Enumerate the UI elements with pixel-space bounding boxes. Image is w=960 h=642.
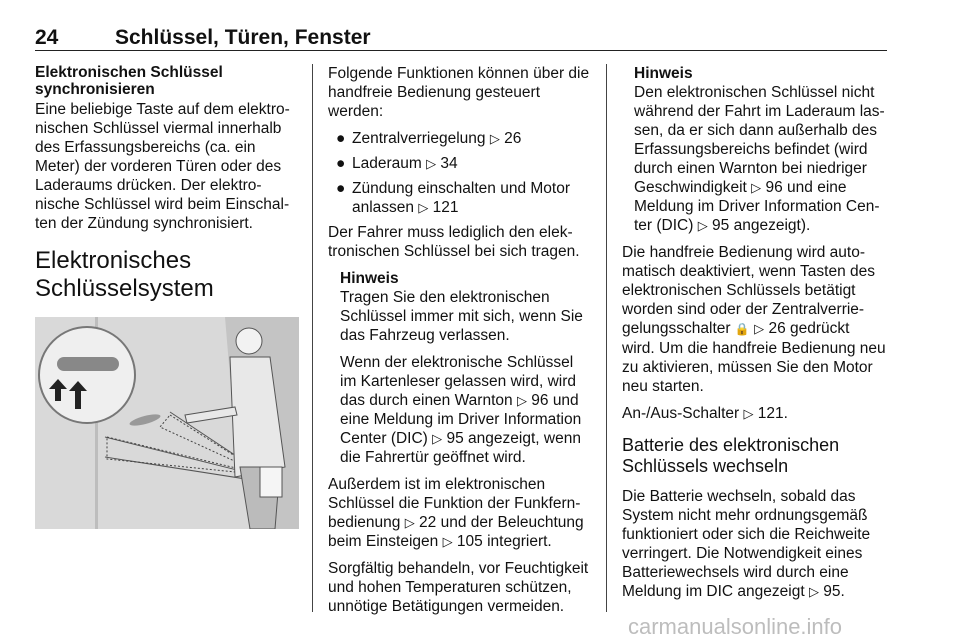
hint-title: Hinweis [634,65,693,82]
hint-title: Hinweis [340,270,399,287]
care-text: Sorgfältig behandeln, vor Feuchtigkeit und hohen Temperaturen schützen, unnötige Betätigungen vermeiden. [328,560,589,615]
page-ref-icon: ▷ [404,515,415,530]
deactivation-text: Die handfreie Bedienung wird automatisch deaktiviert, wenn Tasten des elektronischen Schlüssels betätigt worden sind oder der Zentralverriegelungsschalter 🔒 ▷ 26 gedrückt wird. Um die handfreie Bedienung neu zu aktivieren, müssen Sie den Motor neu starten. [622,244,886,395]
column-3 [622,64,886,609]
page-number: 24 [35,26,59,49]
column-divider-2 [606,64,607,612]
list-item: ● Laderaum ▷ 34 [336,155,458,172]
battery-heading: Batterie des elektronischen Schlüssels wechseln [622,435,840,476]
driver-text: Der Fahrer muss lediglich den elektronischen Schlüssel bei sich tragen. [328,224,580,260]
sync-heading: Elektronischen Schlüssel synchronisieren [35,64,223,98]
page-ref-icon: ▷ [489,131,500,146]
page-header [35,26,887,52]
also-text: Außerdem ist im elektronischen Schlüssel die Funktion der Funkfernbedienung ▷ 22 und der Beleuchtung beim Einsteigen ▷ 105 integriert. [328,476,584,550]
hint-text-2: Wenn der elektronische Schlüssel im Kartenleser gelassen wird, wird das durch einen Warnton ▷ 96 und eine Meldung im Driver Information Center (DIC) ▷ 95 angezeigt, wenn die Fahrertür geöffnet wird. [340,354,582,466]
list-item: ● Zündung einschalten und Motor anlassen ▷ 121 [336,180,571,216]
page-ref-icon: ▷ [442,534,453,549]
hint-text: Den elektronischen Schlüssel nicht während der Fahrt im Laderaum lassen, da er sich dann außerhalb des Erfassungsbereichs befindet (wird durch einen Warnton bei niedriger Geschwindigkeit ▷ 96 und eine Meldung im Driver Information Center (DIC) ▷ 95 angezeigt). [634,84,885,234]
page-ref-icon: ▷ [418,200,429,215]
functions-list [328,129,592,217]
page-ref-icon: ▷ [432,431,443,446]
lock-icon: 🔒 [734,322,750,336]
page-ref-icon: ▷ [743,406,754,421]
watermark: carmanualsonline.info [628,614,843,639]
column-1 [35,64,300,529]
column-divider-1 [312,64,313,612]
hint-text-1: Tragen Sie den elektronischen Schlüssel immer mit sich, wenn Sie das Fahrzeug verlassen. [340,289,583,344]
sync-text: Eine beliebige Taste auf dem elektronischen Schlüssel viermal innerhalb des Erfassungsbereichs (ca. ein Meter) der vorderen Türen oder des Laderaums drücken. Der elektronische Schlüssel wird beim Einschalten der Zündung synchronisiert. [35,101,290,232]
system-heading: Elektronisches Schlüsselsystem [35,247,214,302]
battery-text: Die Batterie wechseln, sobald das System nicht mehr ordnungsgemäß funktioniert oder sich die Reichweite verringert. Die Notwendigkeit eines Batteriewechsels wird durch eine Meldung im DIC angezeigt ▷ 95. [622,488,871,600]
page-ref-icon: ▷ [426,156,437,171]
chapter-title: Schlüssel, Türen, Fenster [115,26,371,49]
header-rule [35,50,887,51]
functions-intro: Folgende Funktionen können über die handfreie Bedienung gesteuert werden: [328,65,590,120]
list-item: ● Zentralverriegelung ▷ 26 [336,130,522,147]
hint-box [328,269,592,467]
page-ref-icon: ▷ [697,218,708,233]
page-ref-icon: ▷ [808,584,819,599]
key-illustration-graphic [35,317,299,529]
key-illustration [35,317,299,529]
page-ref-icon: ▷ [754,321,765,336]
switch-text: An-/Aus-Schalter ▷ 121. [622,405,788,422]
hint-box [622,64,886,235]
page-ref-icon: ▷ [751,180,762,195]
page-ref-icon: ▷ [516,393,527,408]
column-2 [328,64,592,624]
